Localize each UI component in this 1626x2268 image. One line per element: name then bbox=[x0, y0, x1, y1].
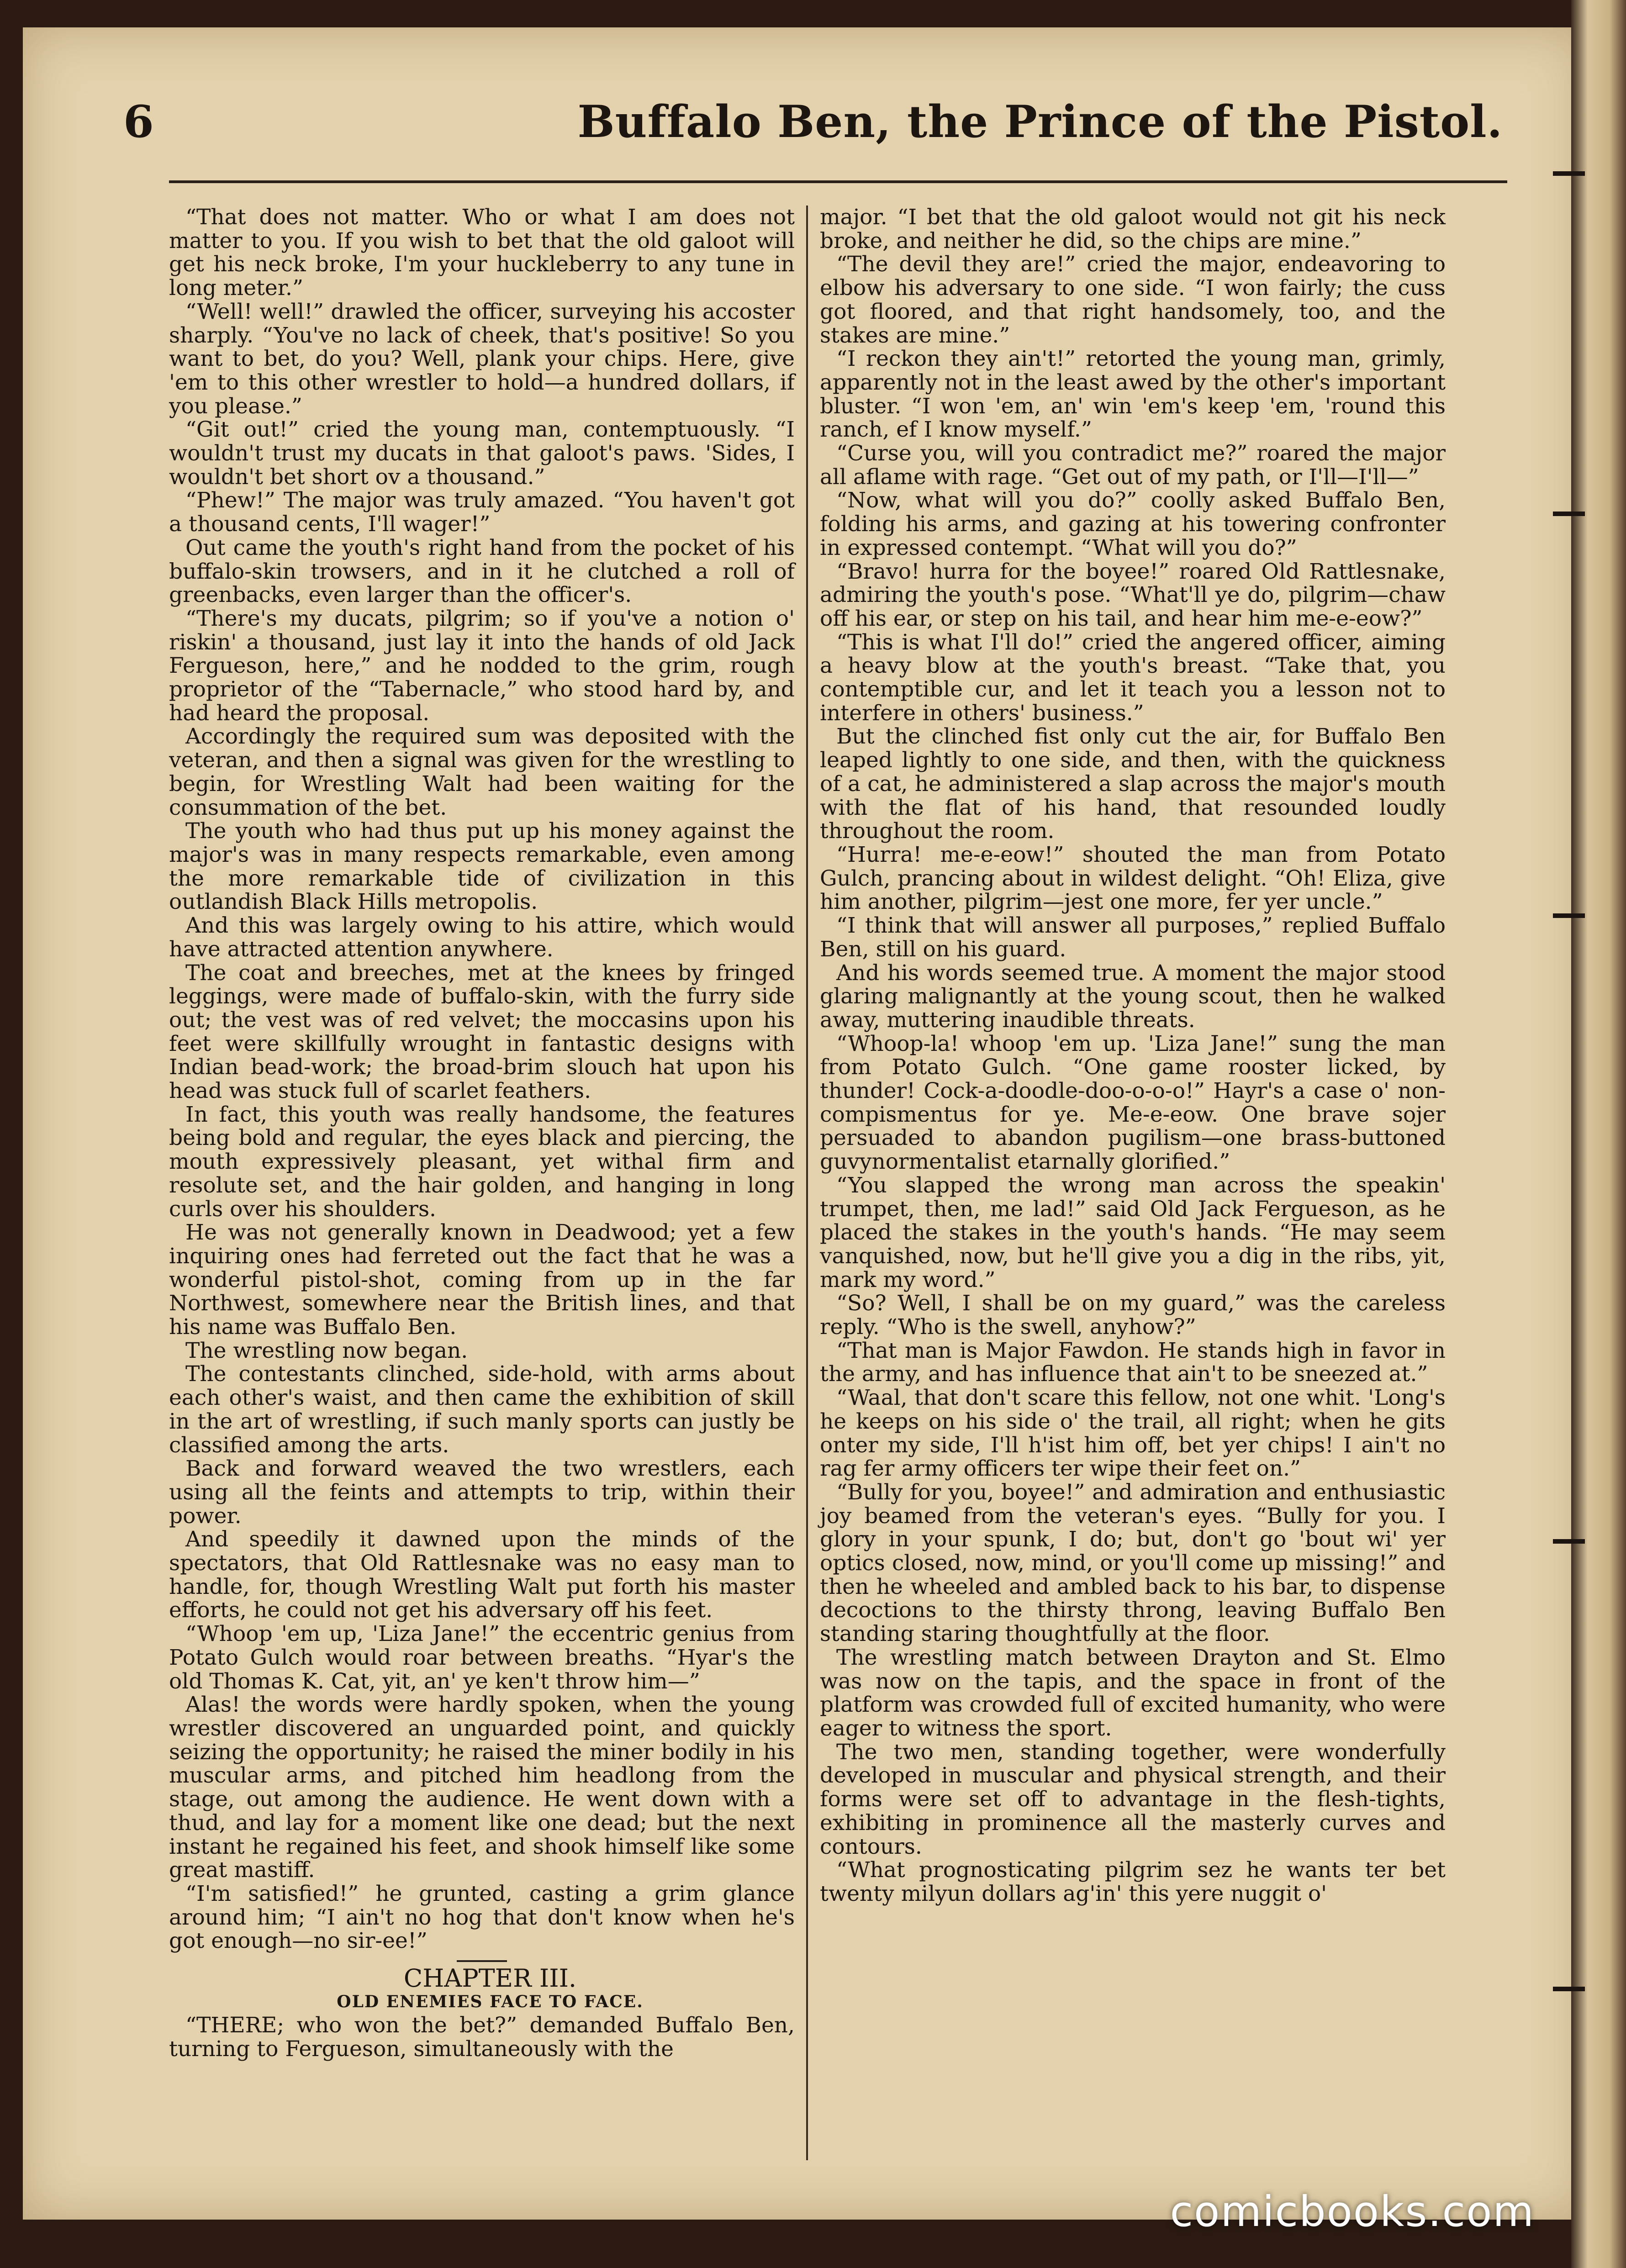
paragraph: “What prognosticating pilgrim sez he wants ter bet twenty milyun dollars ag'in' this yere nuggit o' bbox=[820, 1857, 1446, 1906]
paragraph: “There's my ducats, pilgrim; so if you've a notion o' riskin' a thousand, just lay it into the hands of old Jack Fergueson, here,” and he nodded to the grim, rough proprietor of the “Tabernacle,” who stood hard by, and had heard the proposal. bbox=[169, 606, 795, 726]
page-number: 6 bbox=[123, 96, 154, 148]
paragraph: “Waal, that don't scare this fellow, not one whit. 'Long's he keeps on his side o' the trail, all right; when he gits onter my side, I'll h'ist him off, bet yer chips! I ain't no rag fer army officers ter wipe their feet on.” bbox=[820, 1385, 1446, 1482]
paragraph: “Hurra! me-e-eow!” shouted the man from Potato Gulch, prancing about in wildest delight. “Oh! Eliza, give him another, pilgrim—jest one more, fer yer uncle.” bbox=[820, 842, 1446, 915]
right-column bbox=[820, 206, 1446, 1906]
paragraph: major. “I bet that the old galoot would not git his neck broke, and neither he did, so the chips are mine.” bbox=[820, 205, 1446, 253]
chapter-title: CHAPTER III. bbox=[403, 1964, 577, 1993]
paragraph: But the clinched fist only cut the air, for Buffalo Ben leaped lightly to one side, and then, with the quickness of a cat, he administered a slap across the major's mouth with the flat of his hand, that resounded loudly throughout the room. bbox=[820, 724, 1446, 844]
paragraph: And his words seemed true. A moment the major stood glaring malignantly at the young scout, then he walked away, muttering inaudible threats. bbox=[820, 960, 1446, 1033]
chapter-opening: “THERE; who won the bet?” demanded Buffalo Ben, turning to Fergueson, simultaneously with the bbox=[169, 2013, 795, 2062]
paragraph: “Now, what will you do?” coolly asked Buffalo Ben, folding his arms, and gazing at his towering confronter in expressed contempt. “What will you do?” bbox=[820, 488, 1446, 560]
paragraph: “That does not matter. Who or what I am does not matter to you. If you wish to bet that the old galoot will get his neck broke, I'm your huckleberry to any tune in long meter.” bbox=[169, 205, 795, 301]
paragraph: Alas! the words were hardly spoken, when the young wrestler discovered an unguarded point, and quickly seizing the opportunity; he raised the miner bodily in his muscular arms, and pitched him headlong from the stage, out among the audience. He went down with a thud, and lay for a moment like one dead; but the next instant he regained his feet, and shook himself like some great mastiff. bbox=[169, 1692, 795, 1883]
paragraph: “Bully for you, boyee!” and admiration and enthusiastic joy beamed from the veteran's eyes. “Bully for you. I glory in your spunk, I do; but, don't go 'bout wi' yer optics closed, now, mind, or you'll come up missing!” and then he wheeled and ambled back to his bar, to dispense decoctions to the thirsty throng, leaving Buffalo Ben standing staring thoughtfully at the floor. bbox=[820, 1479, 1446, 1647]
paragraph: “This is what I'll do!” cried the angered officer, aiming a heavy blow at the youth's breast. “Take that, you contemptible cur, and let it teach you a lesson not to interfere in others' business.” bbox=[820, 629, 1446, 726]
chapter-rule bbox=[457, 1960, 507, 1962]
paragraph: The two men, standing together, were wonderfully developed in muscular and physical strength, and their forms were set off to advantage in the flesh-tights, exhibiting in prominence all the masterly curves and contours. bbox=[820, 1739, 1446, 1859]
staple-mark bbox=[1553, 512, 1585, 516]
staple-mark bbox=[1553, 1539, 1585, 1544]
left-column bbox=[169, 206, 795, 2061]
paragraph: “Well! well!” drawled the officer, surveying his accoster sharply. “You've no lack of cheek, that's positive! So you want to bet, do you? Well, plank your chips. Here, give 'em to this other wrestler to hold—a hundred dollars, if you please.” bbox=[169, 299, 795, 419]
paragraph: “Curse you, will you contradict me?” roared the major all aflame with rage. “Get out of my path, or I'll—I'll—” bbox=[820, 441, 1446, 490]
paragraph: “So? Well, I shall be on my guard,” was the careless reply. “Who is the swell, anyhow?” bbox=[820, 1291, 1446, 1340]
chapter-subtitle: OLD ENEMIES FACE TO FACE. bbox=[337, 1992, 644, 2011]
paragraph: “Bravo! hurra for the boyee!” roared Old Rattlesnake, admiring the youth's pose. “What'll ye do, pilgrim—chaw off his ear, or step on his tail, and hear him me-e-eow?” bbox=[820, 559, 1446, 631]
paragraph: And speedily it dawned upon the minds of the spectators, that Old Rattlesnake was no easy man to handle, for, though Wrestling Walt put forth his master efforts, he could not get his adversary off his feet. bbox=[169, 1527, 795, 1623]
paragraph: The coat and breeches, met at the knees by fringed leggings, were made of buffalo-skin, with the furry side out; the vest was of red velvet; the moccasins upon his feet were skillfully wrought in fantastic designs with Indian bead-work; the broad-brim slouch hat upon his head was stuck full of scarlet feathers. bbox=[169, 960, 795, 1104]
paragraph: “Whoop 'em up, 'Liza Jane!” the eccentric genius from Potato Gulch would roar between breaths. “Hyar's the old Thomas K. Cat, yit, an' ye ken't throw him—” bbox=[169, 1621, 795, 1694]
running-title: Buffalo Ben, the Prince of the Pistol. bbox=[577, 96, 1503, 148]
binding-edge bbox=[1571, 0, 1626, 2268]
paragraph: “That man is Major Fawdon. He stands high in favor in the army, and has influence that ain't to be sneezed at.” bbox=[820, 1338, 1446, 1387]
column-divider bbox=[806, 206, 808, 2160]
staple-mark bbox=[1553, 913, 1585, 918]
paragraph: “I reckon they ain't!” retorted the young man, grimly, apparently not in the least awed by the other's important bluster. “I won 'em, an' win 'em's keep 'em, 'round this ranch, ef I know myself.” bbox=[820, 346, 1446, 443]
staple-mark bbox=[1553, 171, 1585, 176]
paragraph: “Whoop-la! whoop 'em up. 'Liza Jane!” sung the man from Potato Gulch. “One game rooster licked, by thunder! Cock-a-doodle-doo-o-o-o!” Hayr's a case o' non-compismentus for ye. Me-e-eow. One brave sojer persuaded to abandon pugilism—one brass-buttoned guvynormentalist etarnally glorified.” bbox=[820, 1031, 1446, 1175]
paragraph: He was not generally known in Deadwood; yet a few inquiring ones had ferreted out the fact that he was a wonderful pistol-shot, coming from up in the far Northwest, somewhere near the British lines, and that his name was Buffalo Ben. bbox=[169, 1220, 795, 1340]
paragraph: The wrestling match between Drayton and St. Elmo was now on the tapis, and the space in front of the platform was crowded full of excited humanity, who were eager to witness the sport. bbox=[820, 1645, 1446, 1741]
paragraph: “You slapped the wrong man across the speakin' trumpet, then, me lad!” said Old Jack Fergueson, as he placed the stakes in the youth's hands. “He may seem vanquished, now, but he'll give you a dig in the ribs, yit, mark my word.” bbox=[820, 1172, 1446, 1292]
paragraph: The contestants clinched, side-hold, with arms about each other's waist, and then came the exhibition of skill in the art of wrestling, if such manly sports can justly be classified among the arts. bbox=[169, 1361, 795, 1458]
paragraph: Back and forward weaved the two wrestlers, each using all the feints and attempts to trip, within their power. bbox=[169, 1456, 795, 1529]
paragraph: “The devil they are!” cried the major, endeavoring to elbow his adversary to one side. “I won fairly; the cuss got floored, and that right handsomely, too, and the stakes are mine.” bbox=[820, 252, 1446, 348]
paragraph: In fact, this youth was really handsome, the features being bold and regular, the eyes black and piercing, the mouth expressively pleasant, yet withal firm and resolute set, and the hair golden, and hanging in long curls over his shoulders. bbox=[169, 1102, 795, 1222]
paragraph: “Git out!” cried the young man, contemptuously. “I wouldn't trust my ducats in that galoot's paws. 'Sides, I wouldn't bet short ov a thousand.” bbox=[169, 417, 795, 490]
paragraph: Out came the youth's right hand from the pocket of his buffalo-skin trowsers, and in it he clutched a roll of greenbacks, even larger than the officer's. bbox=[169, 535, 795, 608]
paragraph: The youth who had thus put up his money against the major's was in many respects remarkable, even among the more remarkable tide of civilization in this outlandish Black Hills metropolis. bbox=[169, 818, 795, 915]
paragraph: The wrestling now began. bbox=[185, 1338, 468, 1363]
paragraph: “I'm satisfied!” he grunted, casting a grim glance around him; “I ain't no hog that don't know when he's got enough—no sir-ee!” bbox=[169, 1881, 795, 1954]
paragraph: “Phew!” The major was truly amazed. “You haven't got a thousand cents, I'll wager!” bbox=[169, 488, 795, 537]
paragraph: And this was largely owing to his attire, which would have attracted attention anywhere. bbox=[169, 913, 795, 962]
site-watermark: comicbooks.com bbox=[1170, 2187, 1535, 2236]
staple-mark bbox=[1553, 1987, 1585, 1991]
paragraph: “I think that will answer all purposes,” replied Buffalo Ben, still on his guard. bbox=[820, 913, 1446, 962]
paragraph: Accordingly the required sum was deposited with the veteran, and then a signal was given for the wrestling to begin, for Wrestling Walt had been waiting for the consummation of the bet. bbox=[169, 724, 795, 820]
header-rule bbox=[169, 180, 1507, 183]
page-header bbox=[123, 96, 1503, 160]
